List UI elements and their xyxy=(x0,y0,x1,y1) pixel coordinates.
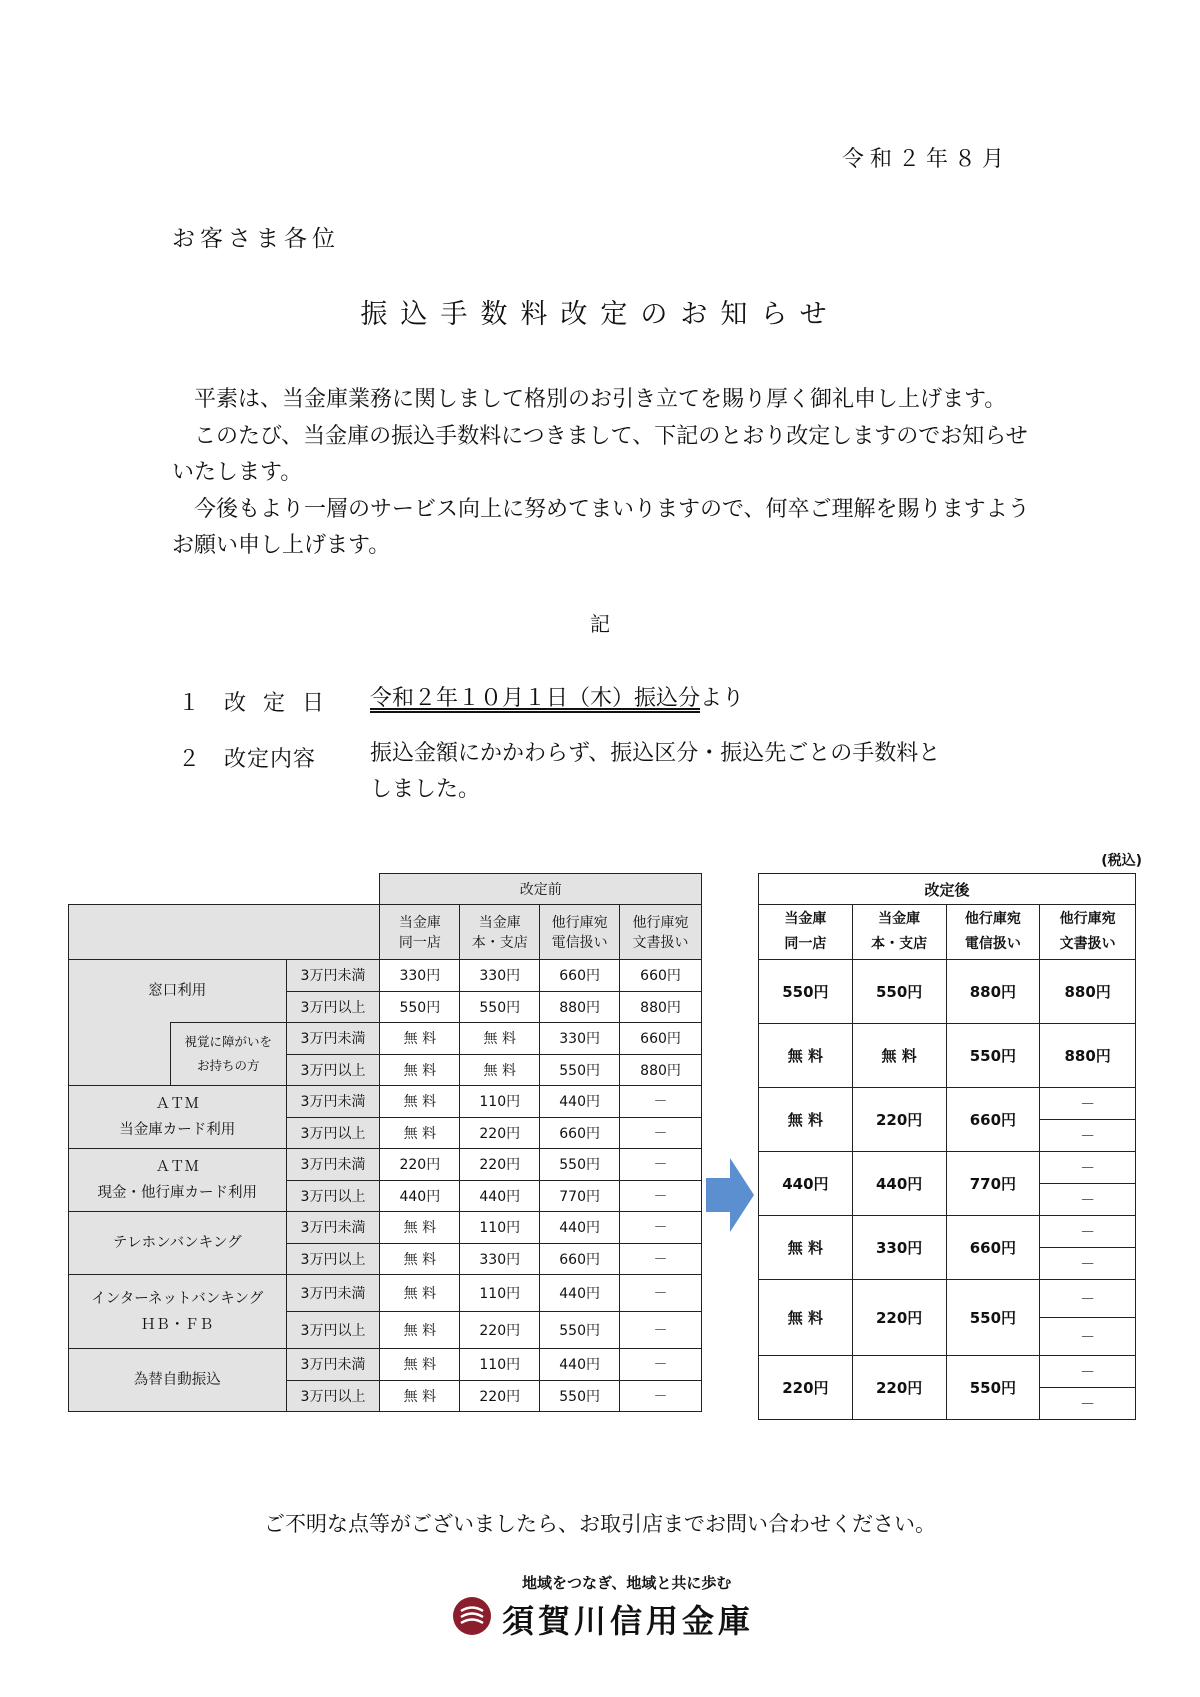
before-header-3: 他行庫宛 電信扱い xyxy=(540,905,620,960)
item-2-line-1: 振込金額にかかわらず、振込区分・振込先ごとの手数料と xyxy=(370,741,941,766)
category-auto-transfer: 為替自動振込 xyxy=(69,1349,287,1412)
bank-name: 須賀川信用金庫 xyxy=(502,1602,755,1640)
fee-cell: 無 料 xyxy=(759,1280,853,1356)
table-row xyxy=(759,1152,1136,1184)
fee-cell: 無 料 xyxy=(380,1349,460,1381)
arrow-right-icon xyxy=(706,1158,754,1232)
category-visually-impaired: 視覚に障がいを お持ちの方 xyxy=(170,1023,286,1086)
table-row xyxy=(759,960,1136,1024)
amount-band: 3万円以上 xyxy=(286,991,380,1023)
revision-date: 令和２年１０月１日（木）振込分 xyxy=(370,686,701,711)
fee-cell: 220円 xyxy=(460,1117,540,1149)
fee-cell: 440円 xyxy=(540,1212,620,1244)
fee-cell: 無 料 xyxy=(380,1086,460,1118)
fee-cell: 220円 xyxy=(460,1149,540,1181)
table-row xyxy=(69,1086,702,1118)
item-2-value xyxy=(370,736,940,808)
fee-cell: 110円 xyxy=(460,1212,540,1244)
fee-cell: 880円 xyxy=(540,991,620,1023)
fee-cell: 220円 xyxy=(852,1356,946,1420)
ki-marker: 記 xyxy=(590,612,610,636)
fee-cell: － xyxy=(620,1086,702,1118)
fee-cell: － xyxy=(1040,1318,1136,1356)
fee-cell: 770円 xyxy=(540,1180,620,1212)
table-row xyxy=(69,1023,702,1055)
fee-cell: － xyxy=(1040,1388,1136,1420)
fee-cell: 550円 xyxy=(540,1149,620,1181)
table-row xyxy=(69,1349,702,1381)
fee-cell: － xyxy=(620,1312,702,1349)
amount-band: 3万円未満 xyxy=(286,1212,380,1244)
fee-cell: 880円 xyxy=(946,960,1040,1024)
after-header-2: 当金庫 本・支店 xyxy=(852,905,946,960)
amount-band: 3万円以上 xyxy=(286,1380,380,1412)
amount-band: 3万円以上 xyxy=(286,1312,380,1349)
body-text xyxy=(172,382,1032,565)
fee-cell: 110円 xyxy=(460,1349,540,1381)
amount-band: 3万円未満 xyxy=(286,1023,380,1055)
fee-cell: 110円 xyxy=(460,1275,540,1312)
fee-cell: 880円 xyxy=(620,1054,702,1086)
amount-band: 3万円以上 xyxy=(286,1117,380,1149)
after-header-1: 当金庫 同一店 xyxy=(759,905,853,960)
amount-band: 3万円以上 xyxy=(286,1054,380,1086)
footer-note: ご不明な点等がございましたら、お取引店までお問い合わせください。 xyxy=(264,1512,936,1536)
fee-cell: 無 料 xyxy=(759,1088,853,1152)
category-telephone-banking: テレホンバンキング xyxy=(69,1212,287,1275)
fee-cell: 660円 xyxy=(620,1023,702,1055)
fee-cell: － xyxy=(620,1117,702,1149)
fee-cell: － xyxy=(1040,1184,1136,1216)
table-row xyxy=(759,1216,1136,1248)
fee-cell: 550円 xyxy=(946,1356,1040,1420)
item-1-number: １ xyxy=(178,691,201,716)
fee-cell: － xyxy=(620,1149,702,1181)
fee-cell: 880円 xyxy=(1040,960,1136,1024)
table-row xyxy=(69,1275,702,1312)
item-2-label: 改定内容 xyxy=(224,747,317,772)
paragraph-1: 平素は、当金庫業務に関しまして格別のお引き立てを賜り厚く御礼申し上げます。 xyxy=(194,387,1007,412)
fee-cell: 440円 xyxy=(759,1152,853,1216)
fee-cell: 440円 xyxy=(380,1180,460,1212)
fee-cell: 440円 xyxy=(540,1349,620,1381)
fee-cell: － xyxy=(620,1212,702,1244)
fee-cell: 440円 xyxy=(460,1180,540,1212)
fee-cell: 330円 xyxy=(852,1216,946,1280)
paragraph-2: このたび、当金庫の振込手数料につきまして、下記のとおり改定しますのでお知らせいたします。 xyxy=(172,424,1028,485)
fee-cell: 550円 xyxy=(540,1054,620,1086)
fee-cell: 330円 xyxy=(460,1243,540,1275)
tax-note: (税込) xyxy=(1101,853,1142,869)
fee-cell: 220円 xyxy=(380,1149,460,1181)
fee-cell: 550円 xyxy=(759,960,853,1024)
after-header-4: 他行庫宛 文書扱い xyxy=(1040,905,1136,960)
fee-cell: 660円 xyxy=(620,960,702,992)
table-row xyxy=(759,1356,1136,1388)
before-caption: 改定前 xyxy=(380,874,702,905)
fee-cell: 無 料 xyxy=(380,1212,460,1244)
amount-band: 3万円以上 xyxy=(286,1180,380,1212)
fee-cell: 無 料 xyxy=(380,1117,460,1149)
fee-cell: － xyxy=(1040,1152,1136,1184)
category-atm-cash: ＡＴＭ 現金・他行庫カード利用 xyxy=(69,1149,287,1212)
fee-cell: 550円 xyxy=(540,1380,620,1412)
table-row xyxy=(69,960,702,992)
fee-cell: 無 料 xyxy=(460,1023,540,1055)
fee-cell: 330円 xyxy=(540,1023,620,1055)
amount-band: 3万円未満 xyxy=(286,960,380,992)
before-header-1: 当金庫 同一店 xyxy=(380,905,460,960)
item-1-label: 改 定 日 xyxy=(224,691,329,716)
fee-cell: 660円 xyxy=(540,1117,620,1149)
fee-cell: － xyxy=(1040,1216,1136,1248)
category-internet-banking: インターネットバンキング ＨＢ・ＦＢ xyxy=(69,1275,287,1349)
fee-cell: － xyxy=(620,1275,702,1312)
fee-cell: 330円 xyxy=(380,960,460,992)
fee-cell: 440円 xyxy=(540,1086,620,1118)
fee-table-before xyxy=(68,873,702,1412)
fee-cell: － xyxy=(620,1380,702,1412)
fee-cell: 無 料 xyxy=(380,1380,460,1412)
fee-cell: 550円 xyxy=(460,991,540,1023)
document-title: 振込手数料改定のお知らせ xyxy=(360,299,840,330)
table-row xyxy=(69,1212,702,1244)
amount-band: 3万円未満 xyxy=(286,1086,380,1118)
category-atm-own-card: ＡＴＭ 当金庫カード利用 xyxy=(69,1086,287,1149)
amount-band: 3万円未満 xyxy=(286,1349,380,1381)
fee-cell: 無 料 xyxy=(380,1054,460,1086)
amount-band: 3万円未満 xyxy=(286,1275,380,1312)
document-date: 令和２年８月 xyxy=(841,147,1010,172)
bank-logo-icon xyxy=(452,1596,492,1636)
fee-cell: 550円 xyxy=(946,1280,1040,1356)
fee-cell: － xyxy=(1040,1120,1136,1152)
fee-cell: 無 料 xyxy=(759,1216,853,1280)
fee-cell: 550円 xyxy=(380,991,460,1023)
fee-cell: 770円 xyxy=(946,1152,1040,1216)
table-row xyxy=(69,1149,702,1181)
fee-cell: － xyxy=(620,1243,702,1275)
fee-cell: － xyxy=(1040,1356,1136,1388)
fee-cell: － xyxy=(1040,1088,1136,1120)
before-header-4: 他行庫宛 文書扱い xyxy=(620,905,702,960)
fee-cell: 440円 xyxy=(540,1275,620,1312)
fee-table-after xyxy=(758,873,1136,1420)
table-row xyxy=(759,1280,1136,1318)
addressee: お客さま各位 xyxy=(172,226,340,252)
fee-cell: 660円 xyxy=(540,960,620,992)
revision-date-suffix: より xyxy=(700,686,745,711)
fee-cell: 550円 xyxy=(852,960,946,1024)
fee-cell: 660円 xyxy=(946,1216,1040,1280)
fee-cell: 無 料 xyxy=(380,1243,460,1275)
after-header-3: 他行庫宛 電信扱い xyxy=(946,905,1040,960)
fee-cell: 220円 xyxy=(460,1312,540,1349)
fee-cell: 220円 xyxy=(460,1380,540,1412)
fee-cell: 550円 xyxy=(540,1312,620,1349)
fee-cell: 440円 xyxy=(852,1152,946,1216)
fee-cell: － xyxy=(1040,1280,1136,1318)
fee-cell: － xyxy=(620,1180,702,1212)
fee-cell: 無 料 xyxy=(852,1024,946,1088)
item-2-line-2: しました。 xyxy=(370,777,481,802)
fee-cell: 220円 xyxy=(852,1088,946,1152)
fee-cell: 880円 xyxy=(620,991,702,1023)
fee-cell: 660円 xyxy=(946,1088,1040,1152)
amount-band: 3万円未満 xyxy=(286,1149,380,1181)
item-1-value xyxy=(370,681,744,717)
before-header-2: 当金庫 本・支店 xyxy=(460,905,540,960)
amount-band: 3万円以上 xyxy=(286,1243,380,1275)
bank-slogan: 地域をつなぎ、地域と共に歩む xyxy=(522,1574,732,1592)
fee-cell: 無 料 xyxy=(460,1054,540,1086)
fee-cell: 880円 xyxy=(1040,1024,1136,1088)
table-row xyxy=(759,1024,1136,1088)
fee-cell: － xyxy=(1040,1248,1136,1280)
table-row xyxy=(759,1088,1136,1120)
fee-cell: 無 料 xyxy=(759,1024,853,1088)
after-caption: 改定後 xyxy=(759,874,1136,905)
item-2-number: ２ xyxy=(178,747,201,772)
fee-cell: 無 料 xyxy=(380,1023,460,1055)
fee-cell: 無 料 xyxy=(380,1312,460,1349)
fee-cell: 無 料 xyxy=(380,1275,460,1312)
fee-cell: － xyxy=(620,1349,702,1381)
fee-cell: 660円 xyxy=(540,1243,620,1275)
fee-cell: 330円 xyxy=(460,960,540,992)
paragraph-3: 今後もより一層のサービス向上に努めてまいりますので、何卒ご理解を賜りますようお願い申し上げます。 xyxy=(172,497,1030,558)
fee-cell: 220円 xyxy=(852,1280,946,1356)
category-counter: 窓口利用 xyxy=(69,960,287,1023)
fee-cell: 220円 xyxy=(759,1356,853,1420)
fee-cell: 550円 xyxy=(946,1024,1040,1088)
fee-cell: 110円 xyxy=(460,1086,540,1118)
